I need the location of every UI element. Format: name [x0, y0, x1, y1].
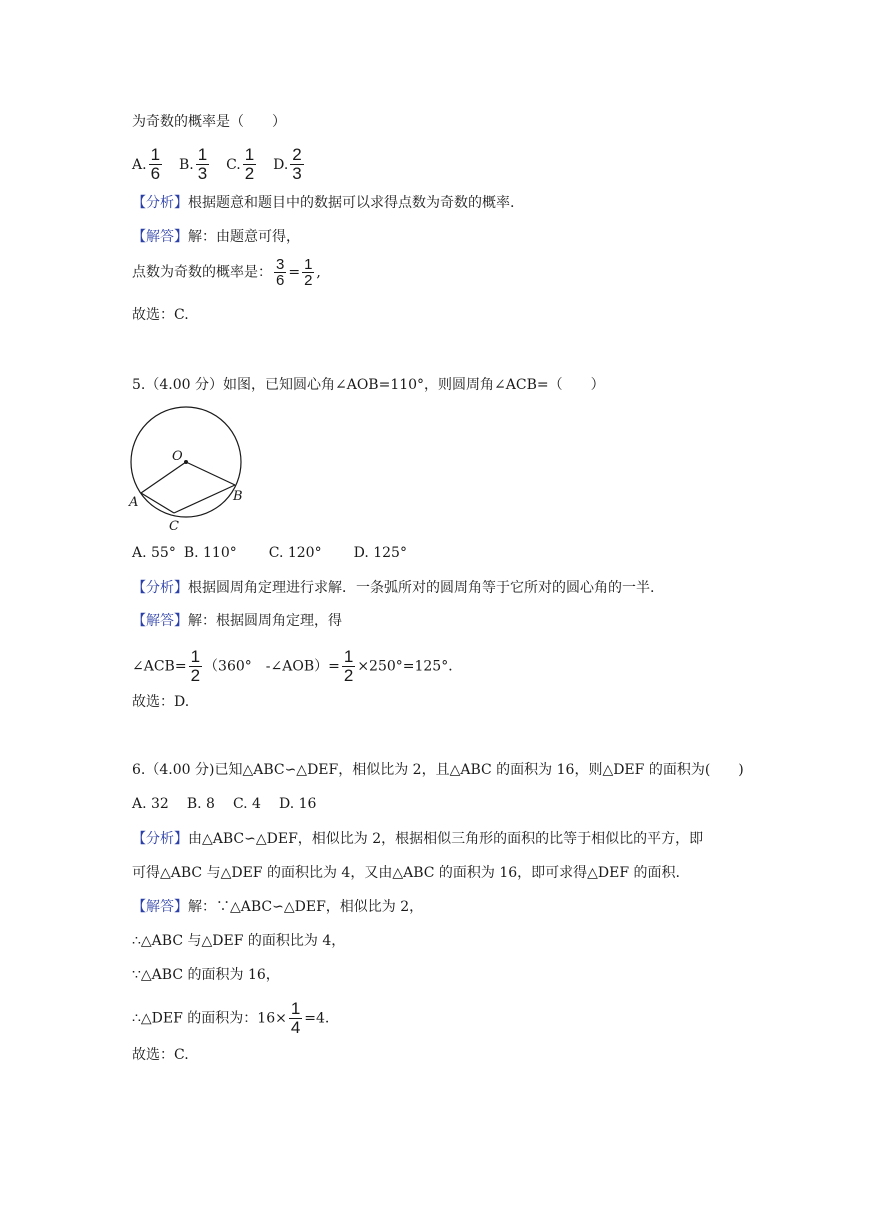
q4-options	[132, 146, 306, 183]
answer-tag: 【解答】	[132, 899, 188, 915]
answer-tag: 【解答】	[132, 229, 188, 245]
q6-answer: 【解答】解：∵△ABC∽△DEF，相似比为 2，	[132, 899, 424, 915]
radius-oa	[141, 462, 186, 493]
center-point	[184, 460, 188, 464]
circle-figure	[124, 400, 248, 536]
q4-option-a: A. $\frac{1}{6}$	[132, 145, 161, 183]
q6-analysis: 【分析】由△ABC∽△DEF，相似比为 2，根据相似三角形的面积的比等于相似比的平方，即	[132, 831, 704, 847]
chord-ac	[141, 493, 174, 513]
q5-choice: 故选：D.	[132, 694, 190, 710]
q6-analysis-cont: 可得△ABC 与△DEF 的面积比为 4，又由△ABC 的面积为 16，即可求得△DEF 的面积.	[132, 865, 680, 881]
q4-step: 点数为奇数的概率是： $\frac{3}{6}$ = $\frac{1}{2}$ ,	[132, 256, 321, 289]
q6-options	[132, 794, 316, 814]
chord-cb	[174, 485, 235, 513]
q6-option-b: B. 8	[186, 796, 215, 812]
label-c: C	[169, 519, 179, 534]
analysis-tag: 【分析】	[132, 580, 188, 596]
q4-option-c: C. $\frac{1}{2}$	[226, 145, 255, 183]
analysis-tag: 【分析】	[132, 195, 188, 211]
q6-line4: ∴△DEF 的面积为：16× $\frac{1}{4}$ =4.	[132, 999, 330, 1037]
label-b: B	[233, 489, 243, 504]
q6-choice: 故选：C.	[132, 1047, 189, 1063]
q6-stem: 6.（4.00 分)已知△ABC∽△DEF，相似比为 2，且△ABC 的面积为 16，则△DEF 的面积为( )	[132, 762, 744, 778]
radius-ob	[186, 462, 235, 485]
q5-option-d: D. 125°	[353, 545, 407, 561]
q5-option-c: C. 120°	[268, 545, 322, 561]
q5-option-a: A. 55°	[132, 545, 176, 561]
q4-option-d: D. $\frac{2}{3}$	[273, 145, 302, 183]
q5-stem: 5.（4.00 分）如图，已知圆心角∠AOB=110°，则圆周角∠ACB=（ ）	[132, 377, 605, 393]
answer-tag: 【解答】	[132, 613, 188, 629]
q6-option-c: C. 4	[232, 796, 261, 812]
q5-step: ∠ACB= $\frac{1}{2}$ （360° -∠AOB）= $\frac{1}{2}$ ×250°=125°．	[132, 647, 463, 685]
q6-line2: ∴△ABC 与△DEF 的面积比为 4，	[132, 933, 346, 949]
q6-line3: ∵△ABC 的面积为 16，	[132, 967, 280, 983]
q4-choice: 故选：C.	[132, 307, 189, 323]
q4-analysis: 【分析】根据题意和题目中的数据可以求得点数为奇数的概率.	[132, 195, 515, 211]
q6-option-a: A. 32	[132, 796, 169, 812]
q5-analysis: 【分析】根据圆周角定理进行求解．一条弧所对的圆周角等于它所对的圆心角的一半.	[132, 580, 655, 596]
q5-option-b: B. 110°	[183, 545, 237, 561]
label-a: A	[129, 495, 139, 510]
q6-option-d: D. 16	[278, 796, 317, 812]
q4-stem-tail: 为奇数的概率是（ ）	[132, 114, 286, 130]
q5-answer: 【解答】解：根据圆周角定理，得	[132, 613, 342, 629]
q4-option-b: B. $\frac{1}{3}$	[178, 145, 208, 183]
q5-options	[132, 543, 407, 563]
q4-answer: 【解答】解：由题意可得，	[132, 229, 300, 245]
analysis-tag: 【分析】	[132, 831, 188, 847]
label-o: O	[172, 449, 183, 464]
